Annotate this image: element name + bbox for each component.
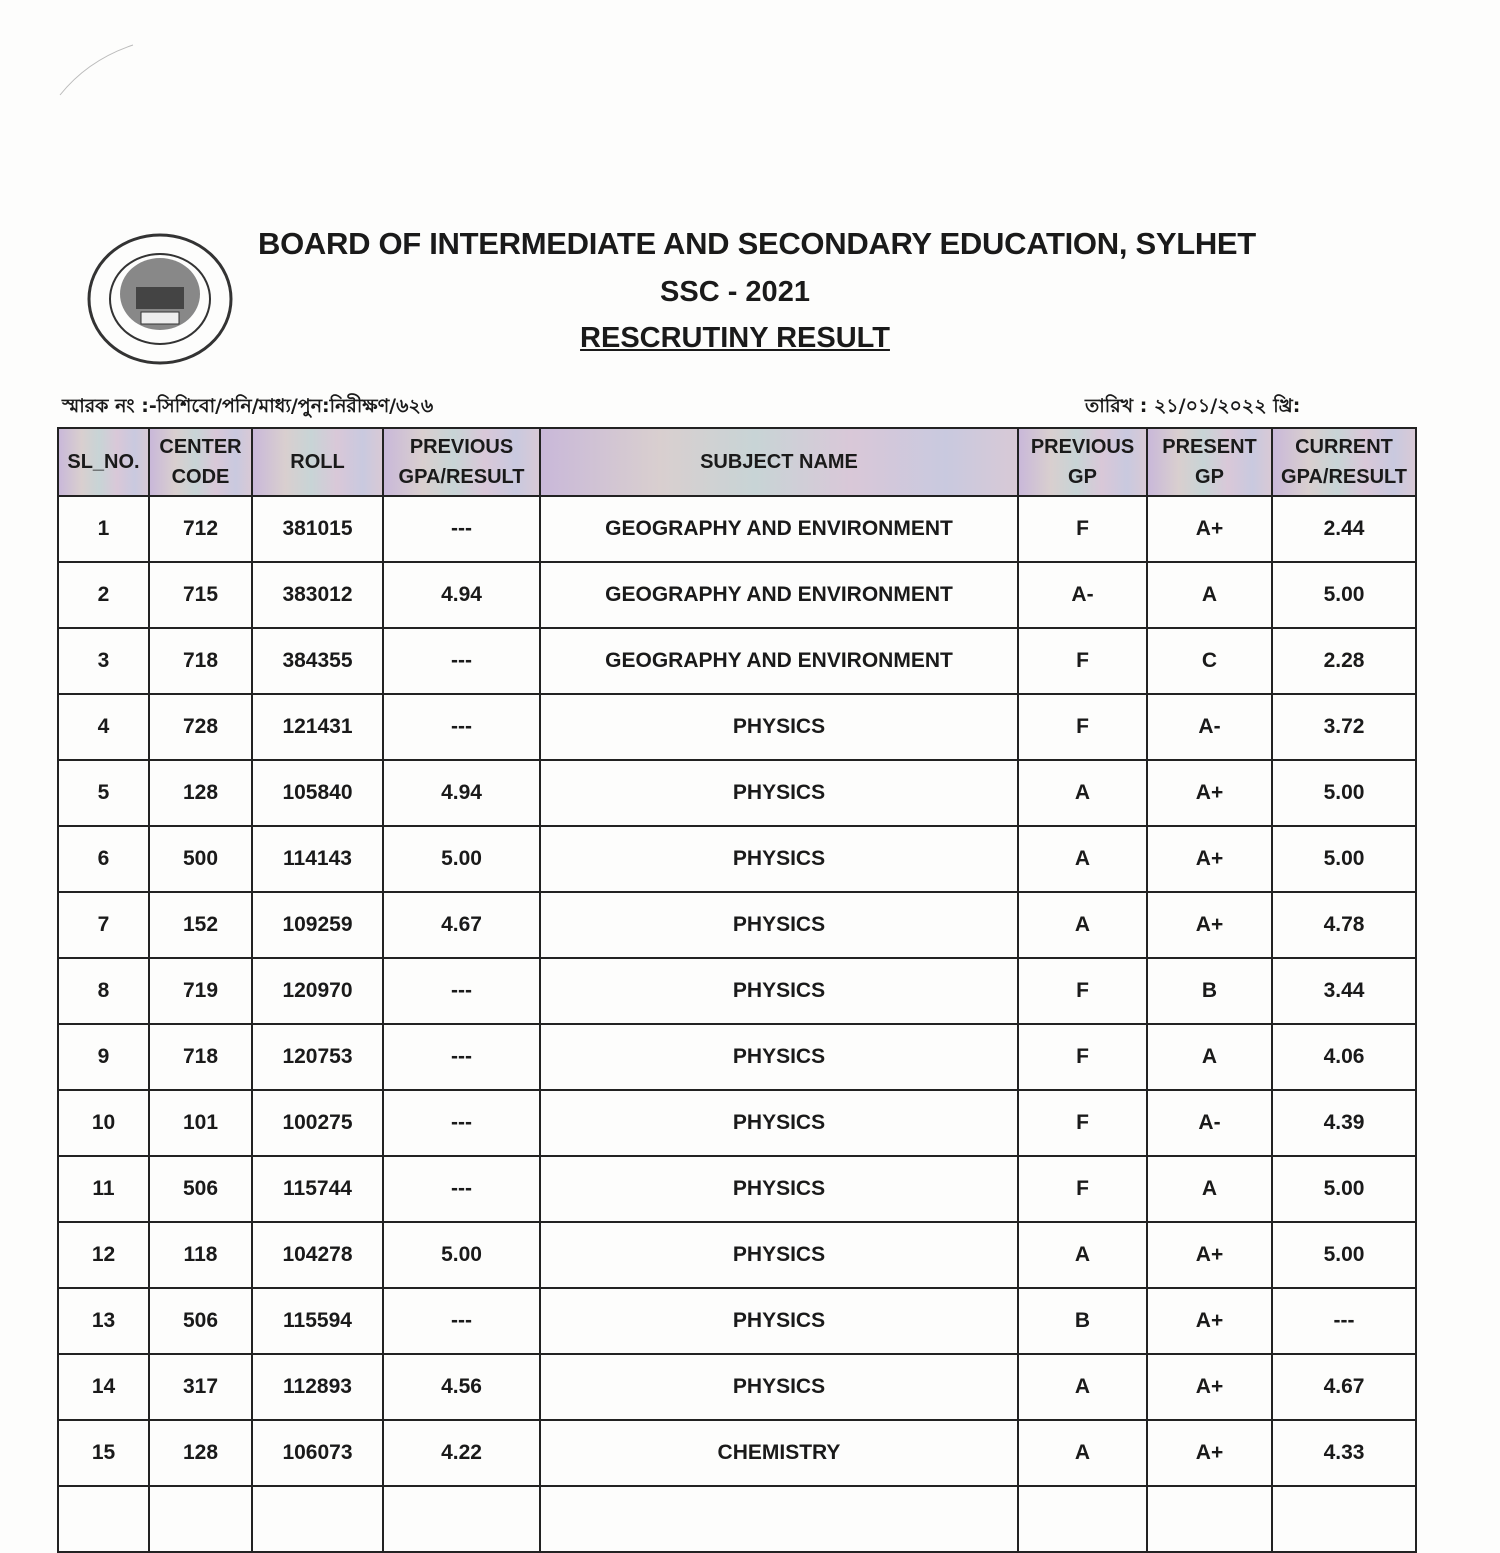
present-gp-cell: A <box>1147 562 1272 628</box>
previous-gp-cell: A <box>1018 892 1147 958</box>
roll-cell: 106073 <box>252 1420 383 1486</box>
sl-no-cell: 14 <box>58 1354 149 1420</box>
sl-no-cell: 2 <box>58 562 149 628</box>
header-present-gp <box>1147 428 1272 496</box>
roll-cell: 384355 <box>252 628 383 694</box>
header-label: GP <box>1195 466 1224 488</box>
present-gp-cell: A+ <box>1147 496 1272 562</box>
table-row <box>58 1156 1416 1222</box>
previous-gp-cell: F <box>1018 1156 1147 1222</box>
present-gp-cell: A+ <box>1147 760 1272 826</box>
roll-cell: 120753 <box>252 1024 383 1090</box>
roll-cell: 383012 <box>252 562 383 628</box>
previous-gp-cell: A <box>1018 826 1147 892</box>
previous-gp-cell: A <box>1018 1420 1147 1486</box>
empty-cell <box>252 1486 383 1552</box>
current-gpa-cell: 5.00 <box>1272 1222 1416 1288</box>
empty-cell <box>540 1486 1018 1552</box>
previous-gpa-cell: --- <box>383 694 540 760</box>
table-row <box>58 1024 1416 1090</box>
table-row <box>58 1222 1416 1288</box>
header-current-gpa <box>1272 428 1416 496</box>
memo-number: স্মারক নং :-সিশিবো/পনি/মাধ্য/পুন:নিরীক্ষণ/৬২৬ <box>62 395 434 417</box>
empty-cell <box>149 1486 252 1552</box>
roll-cell: 121431 <box>252 694 383 760</box>
previous-gpa-cell: --- <box>383 958 540 1024</box>
center-code-cell: 152 <box>149 892 252 958</box>
center-code-cell: 718 <box>149 628 252 694</box>
empty-cell <box>1272 1486 1416 1552</box>
subject-name-cell: CHEMISTRY <box>540 1420 1018 1486</box>
present-gp-cell: A+ <box>1147 1222 1272 1288</box>
empty-cell <box>58 1486 149 1552</box>
sl-no-cell: 10 <box>58 1090 149 1156</box>
roll-cell: 114143 <box>252 826 383 892</box>
roll-cell: 381015 <box>252 496 383 562</box>
header-label: CODE <box>171 466 230 488</box>
header-label: SL_NO. <box>67 451 140 473</box>
center-code-cell: 506 <box>149 1156 252 1222</box>
previous-gp-cell: F <box>1018 958 1147 1024</box>
present-gp-cell: A- <box>1147 1090 1272 1156</box>
center-code-cell: 506 <box>149 1288 252 1354</box>
present-gp-cell: B <box>1147 958 1272 1024</box>
header-label: CURRENT <box>1295 436 1393 458</box>
subject-name-cell: PHYSICS <box>540 826 1018 892</box>
current-gpa-cell: 5.00 <box>1272 1156 1416 1222</box>
table-row <box>58 1354 1416 1420</box>
sl-no-cell: 11 <box>58 1156 149 1222</box>
previous-gpa-cell: --- <box>383 496 540 562</box>
previous-gpa-cell: 4.94 <box>383 562 540 628</box>
subject-name-cell: GEOGRAPHY AND ENVIRONMENT <box>540 562 1018 628</box>
present-gp-cell: A <box>1147 1156 1272 1222</box>
table-row <box>58 826 1416 892</box>
exam-name: SSC - 2021 <box>660 276 810 308</box>
header-sl-no <box>58 428 149 496</box>
table-row-partial <box>58 1486 1416 1552</box>
roll-cell: 115594 <box>252 1288 383 1354</box>
table-row <box>58 1090 1416 1156</box>
header-roll <box>252 428 383 496</box>
previous-gp-cell: B <box>1018 1288 1147 1354</box>
center-code-cell: 500 <box>149 826 252 892</box>
subject-name-cell: PHYSICS <box>540 1288 1018 1354</box>
table-row <box>58 892 1416 958</box>
center-code-cell: 718 <box>149 1024 252 1090</box>
center-code-cell: 128 <box>149 760 252 826</box>
previous-gpa-cell: 5.00 <box>383 826 540 892</box>
current-gpa-cell: 2.28 <box>1272 628 1416 694</box>
empty-cell <box>383 1486 540 1552</box>
subject-name-cell: GEOGRAPHY AND ENVIRONMENT <box>540 496 1018 562</box>
sl-no-cell: 8 <box>58 958 149 1024</box>
header-label: CENTER <box>159 436 242 458</box>
sl-no-cell: 15 <box>58 1420 149 1486</box>
current-gpa-cell: 2.44 <box>1272 496 1416 562</box>
header-label: SUBJECT NAME <box>700 451 858 473</box>
empty-cell <box>1147 1486 1272 1552</box>
subject-name-cell: PHYSICS <box>540 1354 1018 1420</box>
table-header-row <box>58 428 1416 496</box>
header-subject-name <box>540 428 1018 496</box>
header-label: PREVIOUS <box>409 436 514 458</box>
current-gpa-cell: 5.00 <box>1272 826 1416 892</box>
previous-gp-cell: F <box>1018 1090 1147 1156</box>
table-row <box>58 1288 1416 1354</box>
present-gp-cell: A+ <box>1147 1288 1272 1354</box>
present-gp-cell: A+ <box>1147 892 1272 958</box>
roll-cell: 100275 <box>252 1090 383 1156</box>
previous-gpa-cell: 4.56 <box>383 1354 540 1420</box>
table-row <box>58 562 1416 628</box>
previous-gp-cell: A <box>1018 760 1147 826</box>
previous-gpa-cell: --- <box>383 628 540 694</box>
current-gpa-cell: 4.39 <box>1272 1090 1416 1156</box>
subject-name-cell: GEOGRAPHY AND ENVIRONMENT <box>540 628 1018 694</box>
table-row <box>58 694 1416 760</box>
sl-no-cell: 9 <box>58 1024 149 1090</box>
document-subtitle: RESCRUTINY RESULT <box>580 322 890 354</box>
previous-gp-cell: F <box>1018 694 1147 760</box>
subject-name-cell: PHYSICS <box>540 1090 1018 1156</box>
empty-cell <box>1018 1486 1147 1552</box>
present-gp-cell: A <box>1147 1024 1272 1090</box>
current-gpa-cell: 5.00 <box>1272 760 1416 826</box>
roll-cell: 112893 <box>252 1354 383 1420</box>
header-previous-gpa <box>383 428 540 496</box>
roll-cell: 105840 <box>252 760 383 826</box>
subject-name-cell: PHYSICS <box>540 1156 1018 1222</box>
center-code-cell: 719 <box>149 958 252 1024</box>
center-code-cell: 728 <box>149 694 252 760</box>
previous-gpa-cell: --- <box>383 1090 540 1156</box>
result-table <box>57 427 1417 1553</box>
previous-gpa-cell: 4.94 <box>383 760 540 826</box>
sl-no-cell: 6 <box>58 826 149 892</box>
current-gpa-cell: --- <box>1272 1288 1416 1354</box>
subject-name-cell: PHYSICS <box>540 892 1018 958</box>
roll-cell: 115744 <box>252 1156 383 1222</box>
center-code-cell: 712 <box>149 496 252 562</box>
sl-no-cell: 3 <box>58 628 149 694</box>
header-previous-gp <box>1018 428 1147 496</box>
previous-gp-cell: F <box>1018 1024 1147 1090</box>
roll-cell: 109259 <box>252 892 383 958</box>
table-row <box>58 628 1416 694</box>
present-gp-cell: C <box>1147 628 1272 694</box>
sl-no-cell: 13 <box>58 1288 149 1354</box>
previous-gp-cell: A <box>1018 1354 1147 1420</box>
subject-name-cell: PHYSICS <box>540 958 1018 1024</box>
header-label: ROLL <box>290 451 345 473</box>
center-code-cell: 128 <box>149 1420 252 1486</box>
current-gpa-cell: 5.00 <box>1272 562 1416 628</box>
center-code-cell: 101 <box>149 1090 252 1156</box>
previous-gpa-cell: --- <box>383 1156 540 1222</box>
table-row <box>58 760 1416 826</box>
roll-cell: 120970 <box>252 958 383 1024</box>
roll-cell: 104278 <box>252 1222 383 1288</box>
previous-gpa-cell: --- <box>383 1288 540 1354</box>
previous-gpa-cell: --- <box>383 1024 540 1090</box>
current-gpa-cell: 4.67 <box>1272 1354 1416 1420</box>
pen-mark <box>58 40 138 100</box>
current-gpa-cell: 3.44 <box>1272 958 1416 1024</box>
sl-no-cell: 1 <box>58 496 149 562</box>
table-row <box>58 958 1416 1024</box>
header-center-code <box>149 428 252 496</box>
center-code-cell: 118 <box>149 1222 252 1288</box>
document-date: তারিখ : ২১/০১/২০২২ খ্রি: <box>1085 395 1301 417</box>
present-gp-cell: A+ <box>1147 1354 1272 1420</box>
sl-no-cell: 7 <box>58 892 149 958</box>
current-gpa-cell: 4.33 <box>1272 1420 1416 1486</box>
header-label: GPA/RESULT <box>1281 466 1407 488</box>
previous-gp-cell: F <box>1018 496 1147 562</box>
subject-name-cell: PHYSICS <box>540 694 1018 760</box>
previous-gpa-cell: 5.00 <box>383 1222 540 1288</box>
previous-gpa-cell: 4.22 <box>383 1420 540 1486</box>
subject-name-cell: PHYSICS <box>540 1024 1018 1090</box>
previous-gp-cell: A <box>1018 1222 1147 1288</box>
table-row <box>58 1420 1416 1486</box>
current-gpa-cell: 3.72 <box>1272 694 1416 760</box>
previous-gpa-cell: 4.67 <box>383 892 540 958</box>
current-gpa-cell: 4.78 <box>1272 892 1416 958</box>
previous-gp-cell: A- <box>1018 562 1147 628</box>
current-gpa-cell: 4.06 <box>1272 1024 1416 1090</box>
previous-gp-cell: F <box>1018 628 1147 694</box>
subject-name-cell: PHYSICS <box>540 760 1018 826</box>
header-label: PRESENT <box>1162 436 1257 458</box>
center-code-cell: 317 <box>149 1354 252 1420</box>
table-row <box>58 496 1416 562</box>
present-gp-cell: A+ <box>1147 1420 1272 1486</box>
board-title: BOARD OF INTERMEDIATE AND SECONDARY EDUCATION, SYLHET <box>258 226 1256 261</box>
present-gp-cell: A+ <box>1147 826 1272 892</box>
sl-no-cell: 12 <box>58 1222 149 1288</box>
header-label: GP <box>1068 466 1097 488</box>
sl-no-cell: 5 <box>58 760 149 826</box>
header-label: PREVIOUS <box>1030 436 1135 458</box>
subject-name-cell: PHYSICS <box>540 1222 1018 1288</box>
present-gp-cell: A- <box>1147 694 1272 760</box>
header-label: GPA/RESULT <box>398 466 525 488</box>
center-code-cell: 715 <box>149 562 252 628</box>
sl-no-cell: 4 <box>58 694 149 760</box>
